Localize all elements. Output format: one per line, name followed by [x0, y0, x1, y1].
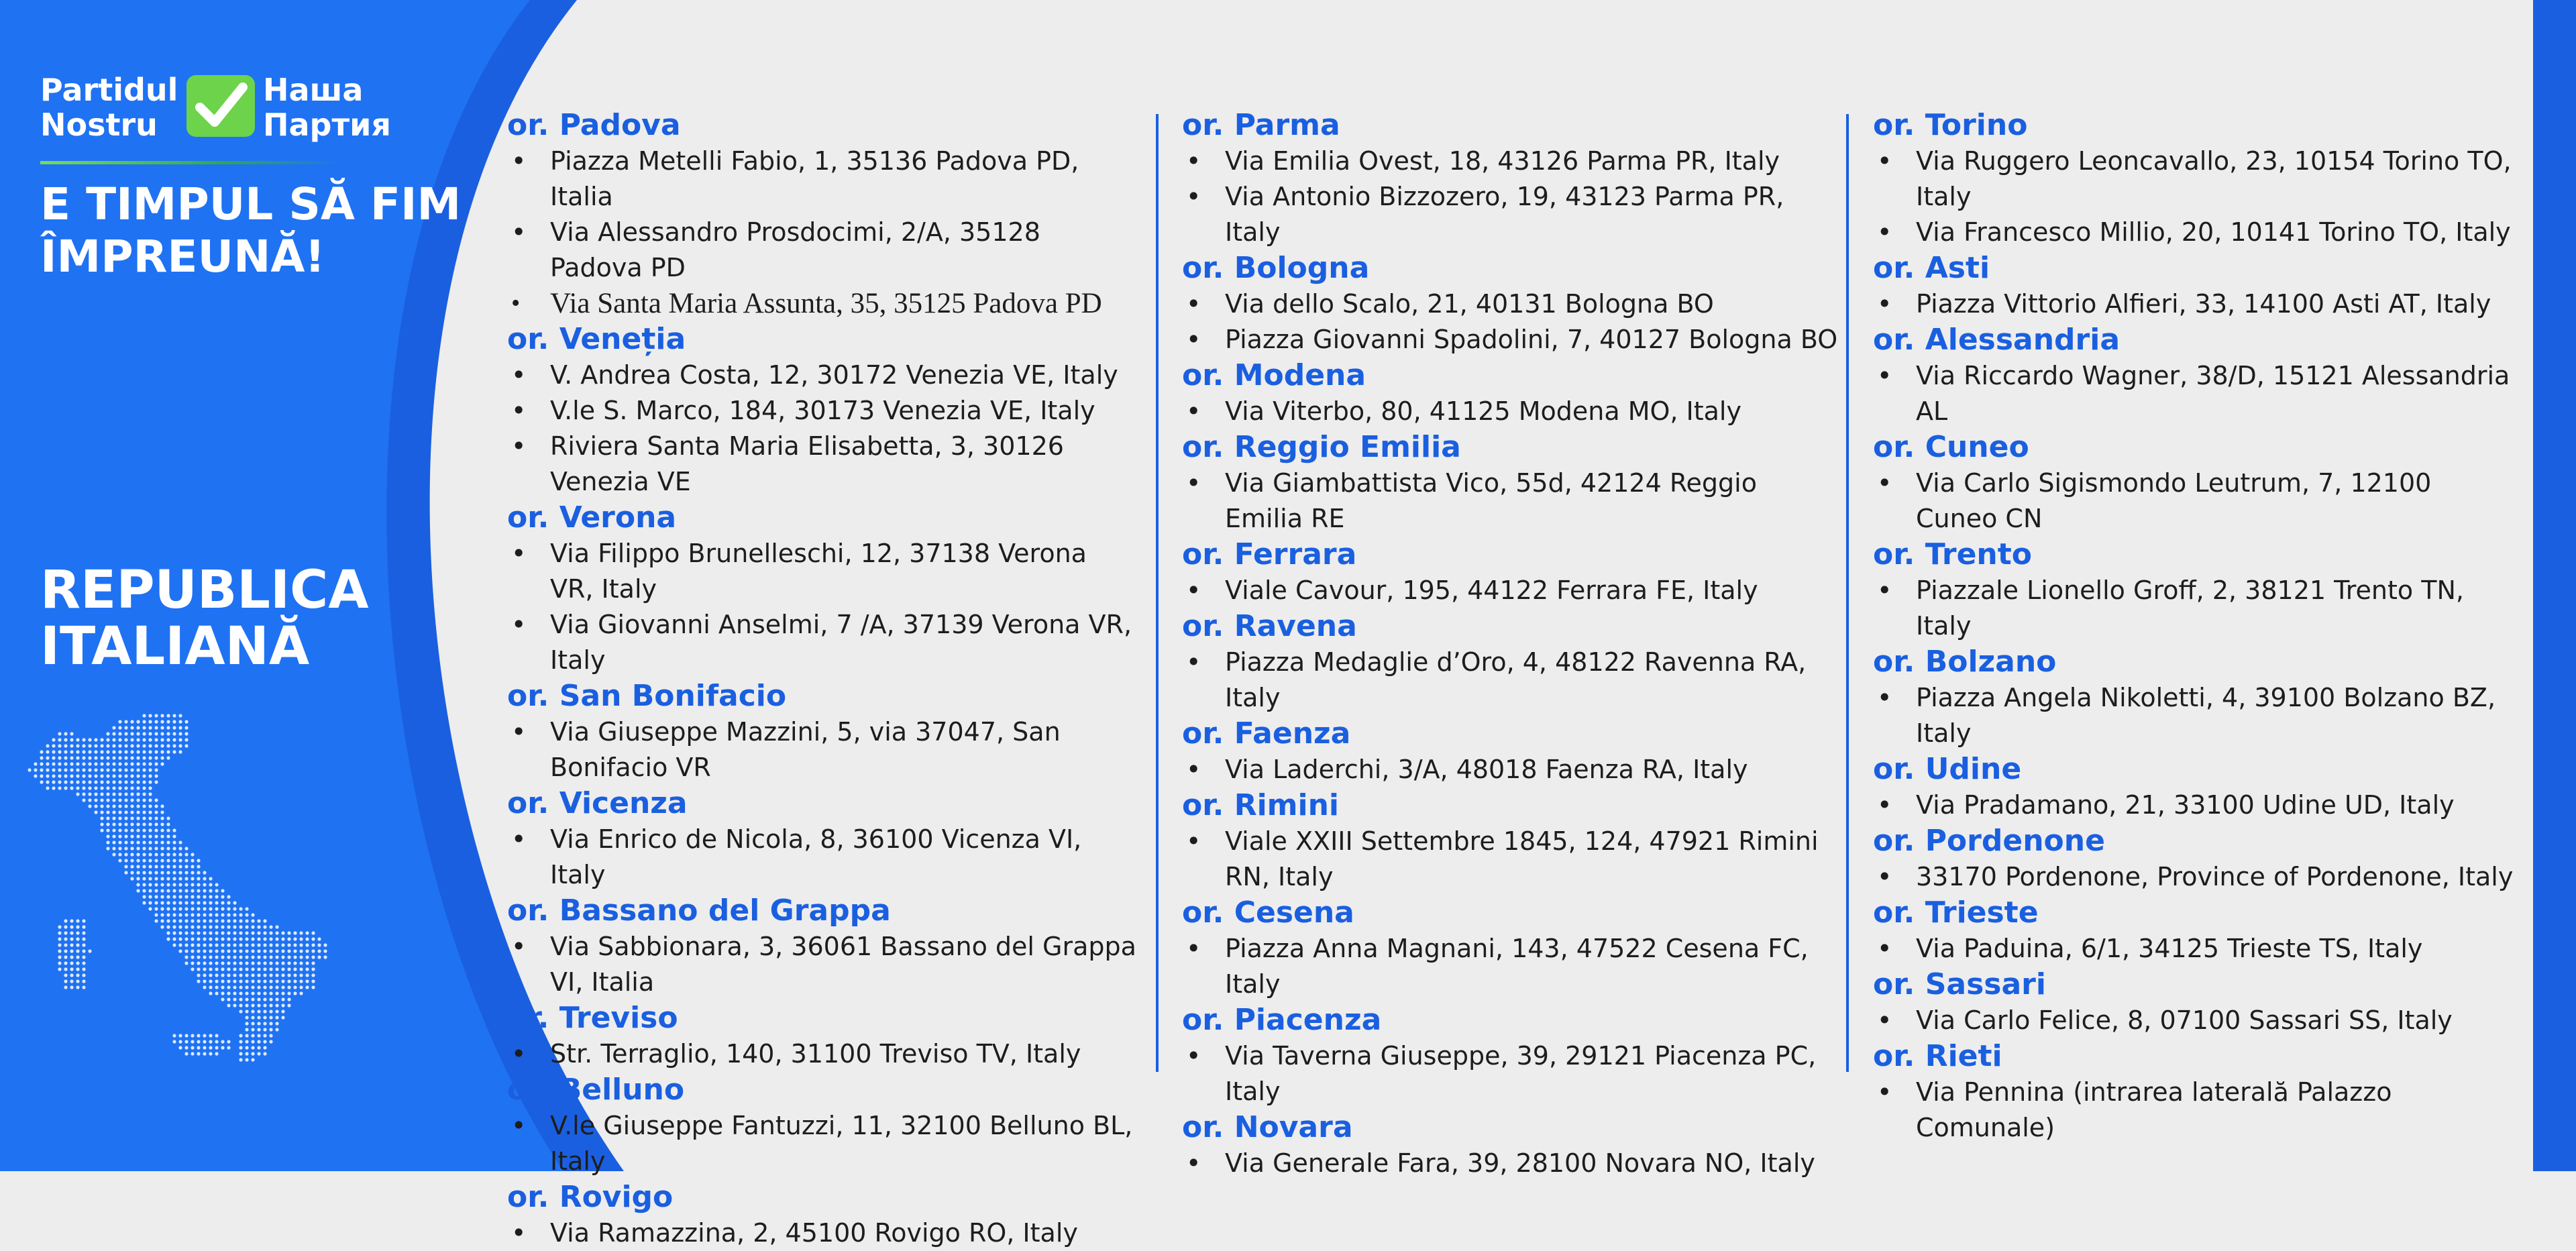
address-list: [1873, 286, 2517, 322]
address-list: [1873, 680, 2517, 751]
city-heading: or. Cesena: [1182, 895, 1354, 930]
address-item: • Via Riccardo Wagner, 38/D, 15121 Alessandria AL: [1873, 358, 2517, 429]
city-section: [1873, 537, 2517, 644]
city-section: [1182, 250, 1839, 358]
logo-underline: [40, 161, 342, 164]
address-item: • Via Pennina (intrarea laterală Palazzo Comunale): [1873, 1075, 2517, 1146]
city-heading: or. Trieste: [1873, 895, 2039, 930]
city-heading: or. Udine: [1873, 752, 2022, 786]
city-heading: or. Pordenone: [1873, 824, 2105, 858]
city-heading: or. Modena: [1182, 358, 1366, 392]
address-item: • Piazzale Lionello Groff, 2, 38121 Trento TN, Italy: [1873, 573, 2517, 644]
city-section: [1873, 895, 2517, 967]
city-section: [507, 107, 1138, 321]
city-section: [1182, 358, 1839, 429]
address-list: [1873, 859, 2517, 895]
address-list: [1182, 931, 1839, 1002]
address-list: [1873, 1075, 2517, 1146]
address-list: [507, 1108, 1138, 1179]
city-section: [1873, 751, 2517, 823]
address-item: • Via Francesco Millio, 20, 10141 Torino TO, Italy: [1873, 215, 2517, 250]
address-item: • Via Taverna Giuseppe, 39, 29121 Piacenza PC, Italy: [1182, 1038, 1839, 1109]
city-section: [1873, 823, 2517, 895]
city-heading: or. San Bonifacio: [507, 679, 787, 713]
city-heading: or. Ravena: [1182, 609, 1357, 643]
address-item: • Via Sabbionara, 3, 36061 Bassano del Grappa VI, Italia: [507, 929, 1138, 1000]
address-item: • Viale XXIII Settembre 1845, 124, 47921 Rimini RN, Italy: [1182, 824, 1839, 895]
address-item: • Via Giambattista Vico, 55d, 42124 Reggio Emilia RE: [1182, 466, 1839, 537]
city-heading: or. Reggio Emilia: [1182, 430, 1461, 464]
city-heading: or. Rieti: [1873, 1039, 2002, 1073]
address-item: • Piazza Angela Nikoletti, 4, 39100 Bolzano BZ, Italy: [1873, 680, 2517, 751]
address-item: • Via Viterbo, 80, 41125 Modena MO, Italy: [1182, 394, 1839, 429]
address-item: • Piazza Giovanni Spadolini, 7, 40127 Bologna BO: [1182, 322, 1839, 358]
logo-name-ru: Наша Партия: [263, 72, 391, 143]
address-item: • Piazza Vittorio Alfieri, 33, 14100 Asti AT, Italy: [1873, 286, 2517, 322]
logo-name-ro: Partidul Nostru: [40, 72, 178, 143]
city-heading: or. Sassari: [1873, 967, 2046, 1001]
city-heading: or. Vicenza: [507, 786, 688, 820]
address-item: • Via Ruggero Leoncavallo, 23, 10154 Torino TO, Italy: [1873, 144, 2517, 215]
address-item: • Via Santa Maria Assunta, 35, 35125 Padova PD: [507, 286, 1138, 321]
address-item: • Viale Cavour, 195, 44122 Ferrara FE, Italy: [1182, 573, 1839, 608]
city-heading: or. Torino: [1873, 108, 2028, 142]
city-heading: or. Bassano del Grappa: [507, 893, 891, 928]
address-list: [1182, 573, 1839, 608]
checkmark-icon: [186, 75, 255, 137]
address-list: [1873, 144, 2517, 250]
city-section: [1182, 895, 1839, 1002]
address-item: • Via Pradamano, 21, 33100 Udine UD, Italy: [1873, 787, 2517, 823]
city-section: [507, 1179, 1138, 1251]
party-logo: [40, 72, 389, 146]
address-list: [507, 714, 1138, 785]
city-heading: or. Rimini: [1182, 788, 1339, 822]
city-section: [1182, 1002, 1839, 1109]
address-list: [1182, 394, 1839, 429]
address-item: • Via Ramazzina, 2, 45100 Rovigo RO, Italy: [507, 1215, 1138, 1251]
city-heading: or. Alessandria: [1873, 323, 2121, 357]
address-list: [1873, 787, 2517, 823]
city-heading: or. Belluno: [507, 1073, 685, 1107]
address-item: • Via Laderchi, 3/A, 48018 Faenza RA, Italy: [1182, 752, 1839, 787]
city-section: [507, 893, 1138, 1000]
address-item: • 33170 Pordenone, Province of Pordenone, Italy: [1873, 859, 2517, 895]
address-list: [507, 929, 1138, 1000]
address-item: • Via Filippo Brunelleschi, 12, 37138 Verona VR, Italy: [507, 536, 1138, 607]
city-section: [1873, 107, 2517, 250]
city-heading: or. Asti: [1873, 251, 1990, 285]
city-section: [507, 321, 1138, 500]
city-section: [1873, 322, 2517, 429]
address-item: • V.le S. Marco, 184, 30173 Venezia VE, Italy: [507, 393, 1138, 429]
address-list: [1182, 752, 1839, 787]
city-section: [507, 678, 1138, 785]
address-item: • Via Giovanni Anselmi, 7 /A, 37139 Verona VR, Italy: [507, 607, 1138, 678]
city-section: [507, 1072, 1138, 1179]
address-list: [507, 822, 1138, 893]
column-divider: [1156, 114, 1159, 1072]
city-heading: or. Verona: [507, 500, 677, 535]
city-heading: or. Faenza: [1182, 716, 1351, 751]
city-section: [507, 1000, 1138, 1072]
address-item: • V.le Giuseppe Fantuzzi, 11, 32100 Belluno BL, Italy: [507, 1108, 1138, 1179]
city-section: [1873, 967, 2517, 1038]
city-section: [1182, 787, 1839, 895]
address-column-3: [1873, 107, 2517, 1146]
city-heading: or. Treviso: [507, 1001, 678, 1035]
address-column-1: [507, 107, 1138, 1251]
address-list: [1182, 645, 1839, 716]
city-heading: or. Veneția: [507, 322, 686, 356]
address-item: • Str. Terraglio, 140, 31100 Treviso TV, Italy: [507, 1036, 1138, 1072]
address-list: [1182, 824, 1839, 895]
slogan: E TIMPUL SĂ FIM ÎMPREUNĂ!: [40, 178, 462, 282]
city-heading: or. Padova: [507, 108, 681, 142]
right-edge-strip: [2533, 0, 2576, 1171]
address-item: • Riviera Santa Maria Elisabetta, 3, 30126 Venezia VE: [507, 429, 1138, 500]
city-section: [1182, 537, 1839, 608]
country-title: REPUBLICA ITALIANĂ: [40, 560, 369, 677]
address-list: [1873, 1003, 2517, 1038]
address-list: [1182, 466, 1839, 537]
city-section: [507, 500, 1138, 678]
column-divider: [1846, 114, 1849, 1072]
address-list: [507, 144, 1138, 321]
address-item: • Via Carlo Felice, 8, 07100 Sassari SS, Italy: [1873, 1003, 2517, 1038]
address-item: • Via Generale Fara, 39, 28100 Novara NO, Italy: [1182, 1146, 1839, 1181]
city-heading: or. Bolzano: [1873, 645, 2057, 679]
city-section: [1873, 644, 2517, 751]
city-section: [507, 785, 1138, 893]
address-item: • Via Enrico de Nicola, 8, 36100 Vicenza VI, Italy: [507, 822, 1138, 893]
city-heading: or. Bologna: [1182, 251, 1370, 285]
address-item: • Piazza Medaglie d’Oro, 4, 48122 Ravenna RA, Italy: [1182, 645, 1839, 716]
city-section: [1182, 429, 1839, 537]
italy-map-icon: [20, 704, 382, 1080]
city-section: [1873, 429, 2517, 537]
address-list: [1182, 1038, 1839, 1109]
city-heading: or. Piacenza: [1182, 1003, 1382, 1037]
address-item: • V. Andrea Costa, 12, 30172 Venezia VE, Italy: [507, 358, 1138, 393]
city-heading: or. Parma: [1182, 108, 1340, 142]
address-item: • Via Alessandro Prosdocimi, 2/A, 35128 Padova PD: [507, 215, 1138, 286]
address-list: [1873, 573, 2517, 644]
address-item: • Via Antonio Bizzozero, 19, 43123 Parma PR, Italy: [1182, 179, 1839, 250]
address-list: [1873, 358, 2517, 429]
address-list: [507, 1036, 1138, 1072]
city-section: [1182, 107, 1839, 250]
address-item: • Via dello Scalo, 21, 40131 Bologna BO: [1182, 286, 1839, 322]
city-heading: or. Ferrara: [1182, 537, 1357, 572]
address-column-2: [1182, 107, 1839, 1181]
address-item: • Piazza Anna Magnani, 143, 47522 Cesena FC, Italy: [1182, 931, 1839, 1002]
address-list: [1182, 144, 1839, 250]
address-list: [507, 1215, 1138, 1251]
address-item: • Via Carlo Sigismondo Leutrum, 7, 12100 Cuneo CN: [1873, 466, 2517, 537]
address-list: [507, 536, 1138, 678]
address-item: • Piazza Metelli Fabio, 1, 35136 Padova PD, Italia: [507, 144, 1138, 215]
city-heading: or. Trento: [1873, 537, 2032, 572]
address-list: [1182, 286, 1839, 358]
city-section: [1182, 608, 1839, 716]
city-heading: or. Rovigo: [507, 1180, 674, 1214]
city-section: [1873, 250, 2517, 322]
city-section: [1182, 1109, 1839, 1181]
city-heading: or. Novara: [1182, 1110, 1353, 1144]
address-list: [1873, 466, 2517, 537]
address-item: • Via Emilia Ovest, 18, 43126 Parma PR, Italy: [1182, 144, 1839, 179]
city-section: [1873, 1038, 2517, 1146]
address-item: • Via Paduina, 6/1, 34125 Trieste TS, Italy: [1873, 931, 2517, 967]
address-list: [1182, 1146, 1839, 1181]
city-heading: or. Cuneo: [1873, 430, 2029, 464]
address-item: • Via Giuseppe Mazzini, 5, via 37047, San Bonifacio VR: [507, 714, 1138, 785]
address-list: [1873, 931, 2517, 967]
address-list: [507, 358, 1138, 500]
city-section: [1182, 716, 1839, 787]
